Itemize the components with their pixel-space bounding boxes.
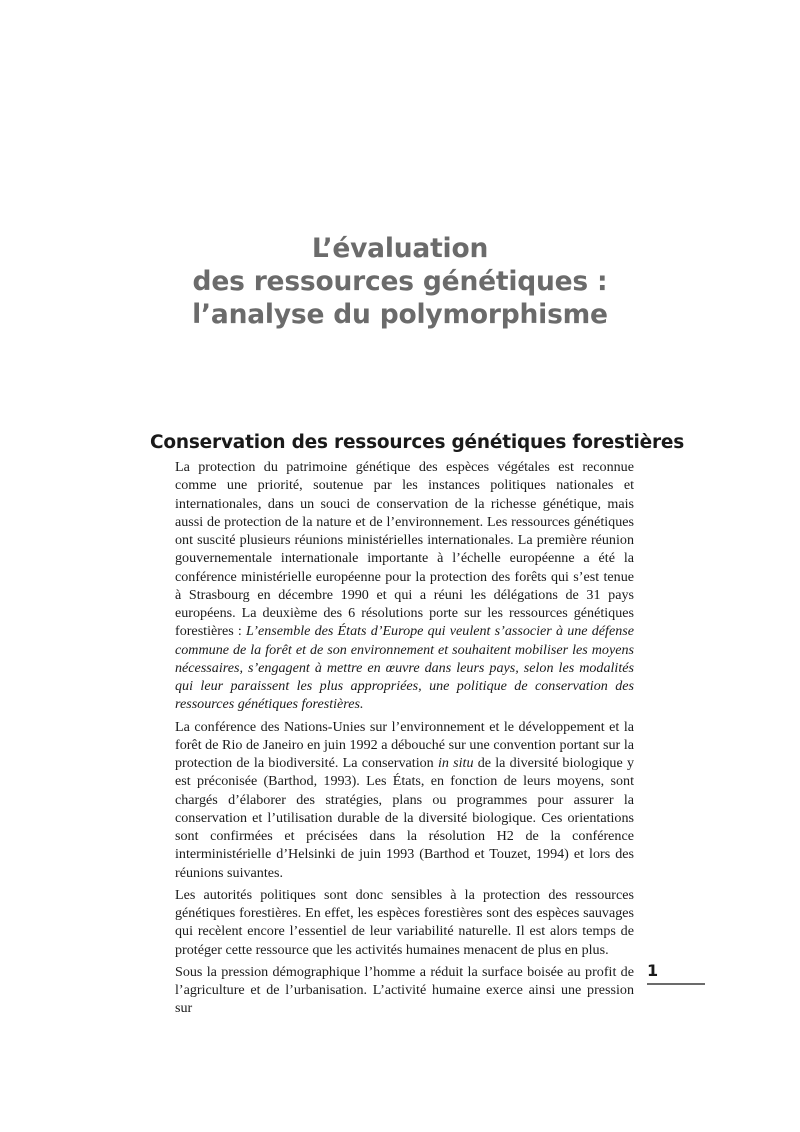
chapter-title-line: des ressources génétiques : [192,265,608,297]
paragraph-text: La protection du patrimoine génétique des espèces végétales est reconnue comme une priorité, soutenue par les instances politiques nationales et internationales, dans un souci de conservation de la richesse génétique, mais aussi de protection de la nature et de l’environnement. Les ressources génétiques ont suscité plusieurs réunions ministérielles internationales. La première réunion gouvernementale internationale importante à l’échelle européenne a été la conférence ministérielle européenne pour la protection des forêts qui s’est tenue à Strasbourg en décembre 1990 et qui a réuni les délégations de 31 pays européens. La deuxième des 6 résolutions porte sur les ressources génétiques forestières : [175,459,634,640]
paragraph-text: Sous la pression démographique l’homme a réduit la surface boisée au profit de l’agriculture et de l’urbanisation. L’activité humaine exerce ainsi une pression sur [175,963,634,1017]
paragraph-text: La conférence des Nations-Unies sur l’environnement et le développement et la forêt de Rio de Janeiro en juin 1992 a débouché sur une convention portant sur la protection de la biodiversité. La conservation [175,718,634,771]
paragraph-quote: L’ensemble des États d’Europe qui veulent s’associer à une défense commune de la forêt et de son environnement et souhaitent mobiliser les moyens nécessaires, s’engagent à mettre en œuvre dans leurs pays, selon les modalités qui leur paraissent les plus appropriées, une politique de conservation des ressources génétiques forestières. [175,623,634,713]
paragraph-text: de la diversité biologique y est préconisée (Barthod, 1993). Les États, en fonction de leurs moyens, sont chargés d’élaborer des stratégies, plans ou programmes pour assurer la conservation et l’utilisation durable de la diversité biologique. Ces orientations sont confirmées et précisées dans la résolution H2 de la conférence interministérielle d’Helsinki de juin 1993 (Barthod et Touzet, 1994) et lors des réunions suivantes. [175,755,634,881]
chapter-title [0,232,800,331]
paragraph-italic: in situ [437,755,474,771]
chapter-title-line: l’analyse du polymorphisme [192,298,608,330]
paragraph [175,963,634,1018]
page-number-rule [647,983,705,985]
paragraph-text: Les autorités politiques sont donc sensibles à la protection des ressources génétiques forestières. En effet, les espèces forestières sont des espèces sauvages qui recèlent encore l’essentiel de leur variabilité naturelle. Il est alors temps de protéger cette ressource que les activités humaines menacent de plus en plus. [175,886,634,958]
chapter-title-line: L’évaluation [311,232,489,264]
paragraph [175,886,634,959]
body-text [175,458,634,1022]
paragraph [175,718,634,882]
section-heading: Conservation des ressources génétiques forestières [150,432,685,453]
paragraph [175,458,634,714]
page-number: 1 [647,961,659,980]
